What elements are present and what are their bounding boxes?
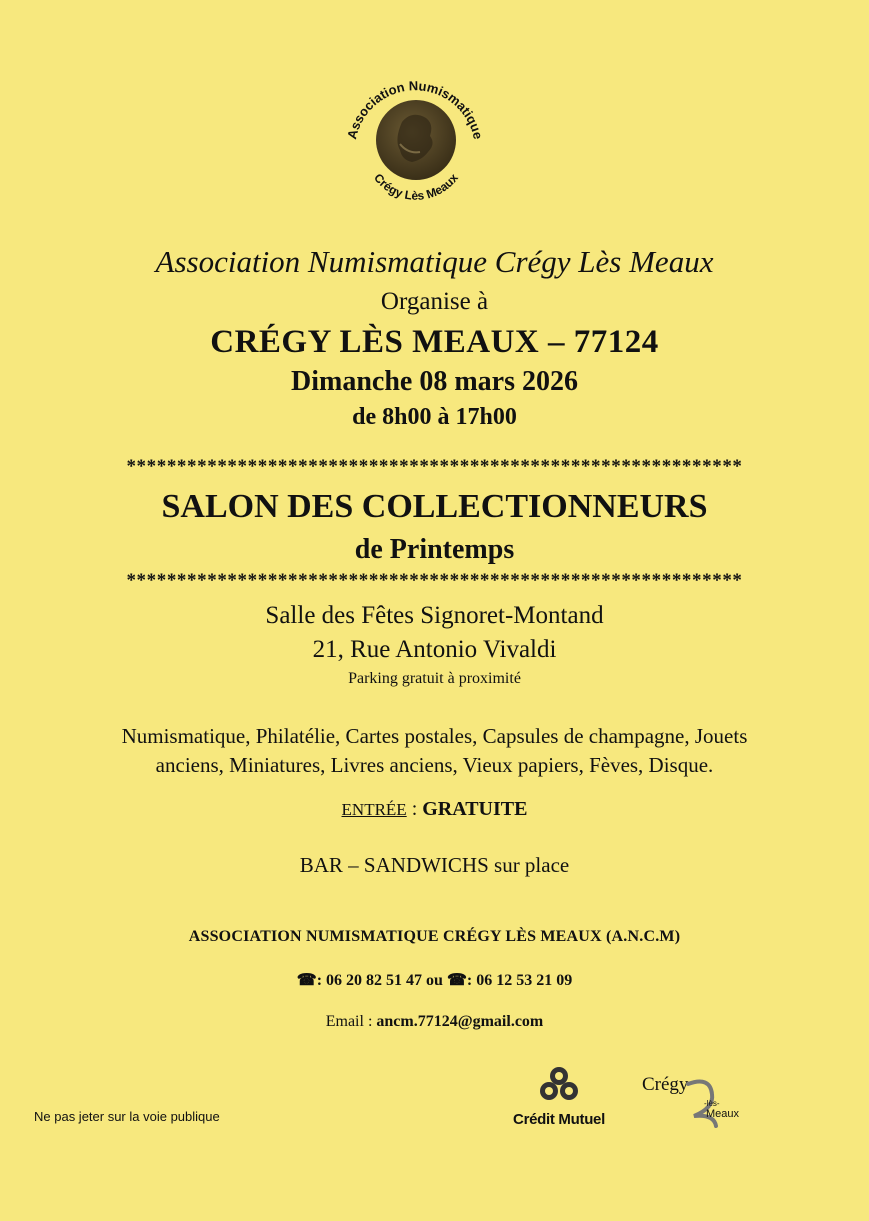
event-hours: de 8h00 à 17h00 (352, 404, 517, 430)
svg-text:Crégy Lès Meaux: Crégy Lès Meaux (371, 170, 461, 203)
entry-info (0, 798, 869, 821)
cregy-logo-meaux: Meaux (706, 1108, 740, 1120)
star-separator-bottom: ************************************************************* (126, 570, 743, 591)
contact-email (0, 1013, 869, 1031)
entry-value: GRATUITE (422, 798, 528, 820)
venue-street: 21, Rue Antonio Vivaldi (312, 636, 557, 663)
event-subtitle: de Printemps (354, 534, 515, 565)
cregy-logo-name: Crégy (642, 1074, 689, 1095)
credit-mutuel-text: Crédit Mutuel (513, 1111, 605, 1128)
coin-logo-icon (340, 74, 490, 214)
collectibles-line-2: anciens, Miniatures, Livres anciens, Vieux papiers, Fèves, Disque. (155, 753, 714, 777)
contact-association: ASSOCIATION NUMISMATIQUE CRÉGY LÈS MEAUX (A.N.C.M) (188, 928, 681, 945)
bar-info: BAR – SANDWICHS sur place (299, 853, 570, 877)
cregy-logo (640, 1072, 750, 1132)
event-date: Dimanche 08 mars 2026 (291, 366, 578, 397)
entry-separator: : (406, 798, 423, 820)
parking-info: Parking gratuit à proximité (348, 670, 521, 687)
organise-label: Organise à (380, 288, 489, 315)
phone-icon: ☎ (296, 972, 317, 989)
email-label: Email : (325, 1013, 377, 1030)
collectibles-list (0, 722, 869, 780)
organization-name: Association Numismatique Crégy Lès Meaux (155, 244, 714, 279)
phone-number-1: : 06 20 82 51 47 ou (316, 972, 447, 989)
cregy-logo-les: -lès- (704, 1099, 720, 1108)
phone-icon: ☎ (446, 972, 467, 989)
email-address: ancm.77124@gmail.com (376, 1013, 544, 1030)
footer-note: Ne pas jeter sur la voie publique (34, 1109, 220, 1124)
event-city: CRÉGY LÈS MEAUX – 77124 (210, 324, 659, 360)
collectibles-line-1: Numismatique, Philatélie, Cartes postales, Capsules de champagne, Jouets (121, 724, 748, 748)
credit-mutuel-icon (537, 1064, 581, 1104)
star-separator-top: ************************************************************* (126, 456, 743, 477)
svg-text:Association Numismatique: Association Numismatique (344, 78, 486, 141)
event-title: SALON DES COLLECTIONNEURS (161, 488, 708, 525)
association-logo (340, 74, 490, 214)
contact-phones (0, 970, 869, 990)
entry-label: ENTRÉE (341, 800, 407, 819)
venue-hall: Salle des Fêtes Signoret-Montand (265, 602, 604, 629)
phone-number-2: : 06 12 53 21 09 (466, 972, 573, 989)
credit-mutuel-logo (498, 1064, 620, 1128)
